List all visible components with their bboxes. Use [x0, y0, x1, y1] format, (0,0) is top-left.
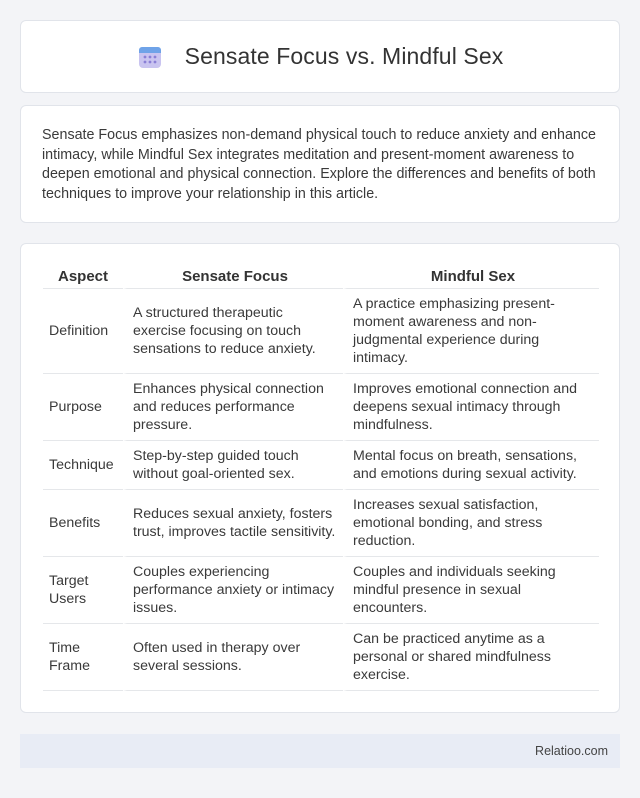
- title-card: [20, 20, 620, 93]
- row-sensate-focus: Often used in therapy over several sessions.: [123, 624, 343, 691]
- table-row: [43, 490, 599, 557]
- footer: [20, 734, 620, 768]
- intro-text: Sensate Focus emphasizes non-demand physical touch to reduce anxiety and enhance intimacy, while Mindful Sex integrates meditation and present-moment awareness to deepen emotional and physical connection. Explore the differences and benefits of both techniques to improve your relationship in this article.: [42, 127, 596, 202]
- row-aspect: Technique: [43, 441, 123, 490]
- header-aspect: Aspect: [43, 264, 123, 289]
- row-aspect: Target Users: [43, 557, 123, 624]
- table-row: [43, 289, 599, 374]
- row-sensate-focus: Enhances physical connection and reduces performance pressure.: [123, 374, 343, 441]
- table-row: [43, 441, 599, 490]
- intro-card: [20, 105, 620, 223]
- row-mindful-sex: Increases sexual satisfaction, emotional bonding, and stress reduction.: [343, 490, 599, 557]
- row-mindful-sex: Mental focus on breath, sensations, and emotions during sexual activity.: [343, 441, 599, 490]
- row-sensate-focus: A structured therapeutic exercise focusing on touch sensations to reduce anxiety.: [123, 289, 343, 374]
- row-sensate-focus: Couples experiencing performance anxiety or intimacy issues.: [123, 557, 343, 624]
- comparison-table: [43, 264, 599, 691]
- page-title: Sensate Focus vs. Mindful Sex: [184, 43, 504, 69]
- row-mindful-sex: Can be practiced anytime as a personal or shared mindfulness exercise.: [343, 624, 599, 691]
- footer-brand: Relatioo.com: [535, 744, 608, 758]
- table-header-row: [43, 264, 599, 289]
- calendar-icon: [137, 44, 163, 70]
- row-mindful-sex: A practice emphasizing present-moment awareness and non-judgmental experience during intimacy.: [343, 289, 599, 374]
- row-sensate-focus: Step-by-step guided touch without goal-oriented sex.: [123, 441, 343, 490]
- table-row: [43, 557, 599, 624]
- header-mindful-sex: Mindful Sex: [343, 264, 599, 289]
- row-mindful-sex: Improves emotional connection and deepens sexual intimacy through mindfulness.: [343, 374, 599, 441]
- row-mindful-sex: Couples and individuals seeking mindful presence in sexual encounters.: [343, 557, 599, 624]
- row-aspect: Time Frame: [43, 624, 123, 691]
- table-row: [43, 374, 599, 441]
- comparison-card: [20, 243, 620, 713]
- header-sensate-focus: Sensate Focus: [123, 264, 343, 289]
- table-row: [43, 624, 599, 691]
- row-aspect: Benefits: [43, 490, 123, 557]
- row-aspect: Purpose: [43, 374, 123, 441]
- row-sensate-focus: Reduces sexual anxiety, fosters trust, improves tactile sensitivity.: [123, 490, 343, 557]
- row-aspect: Definition: [43, 289, 123, 374]
